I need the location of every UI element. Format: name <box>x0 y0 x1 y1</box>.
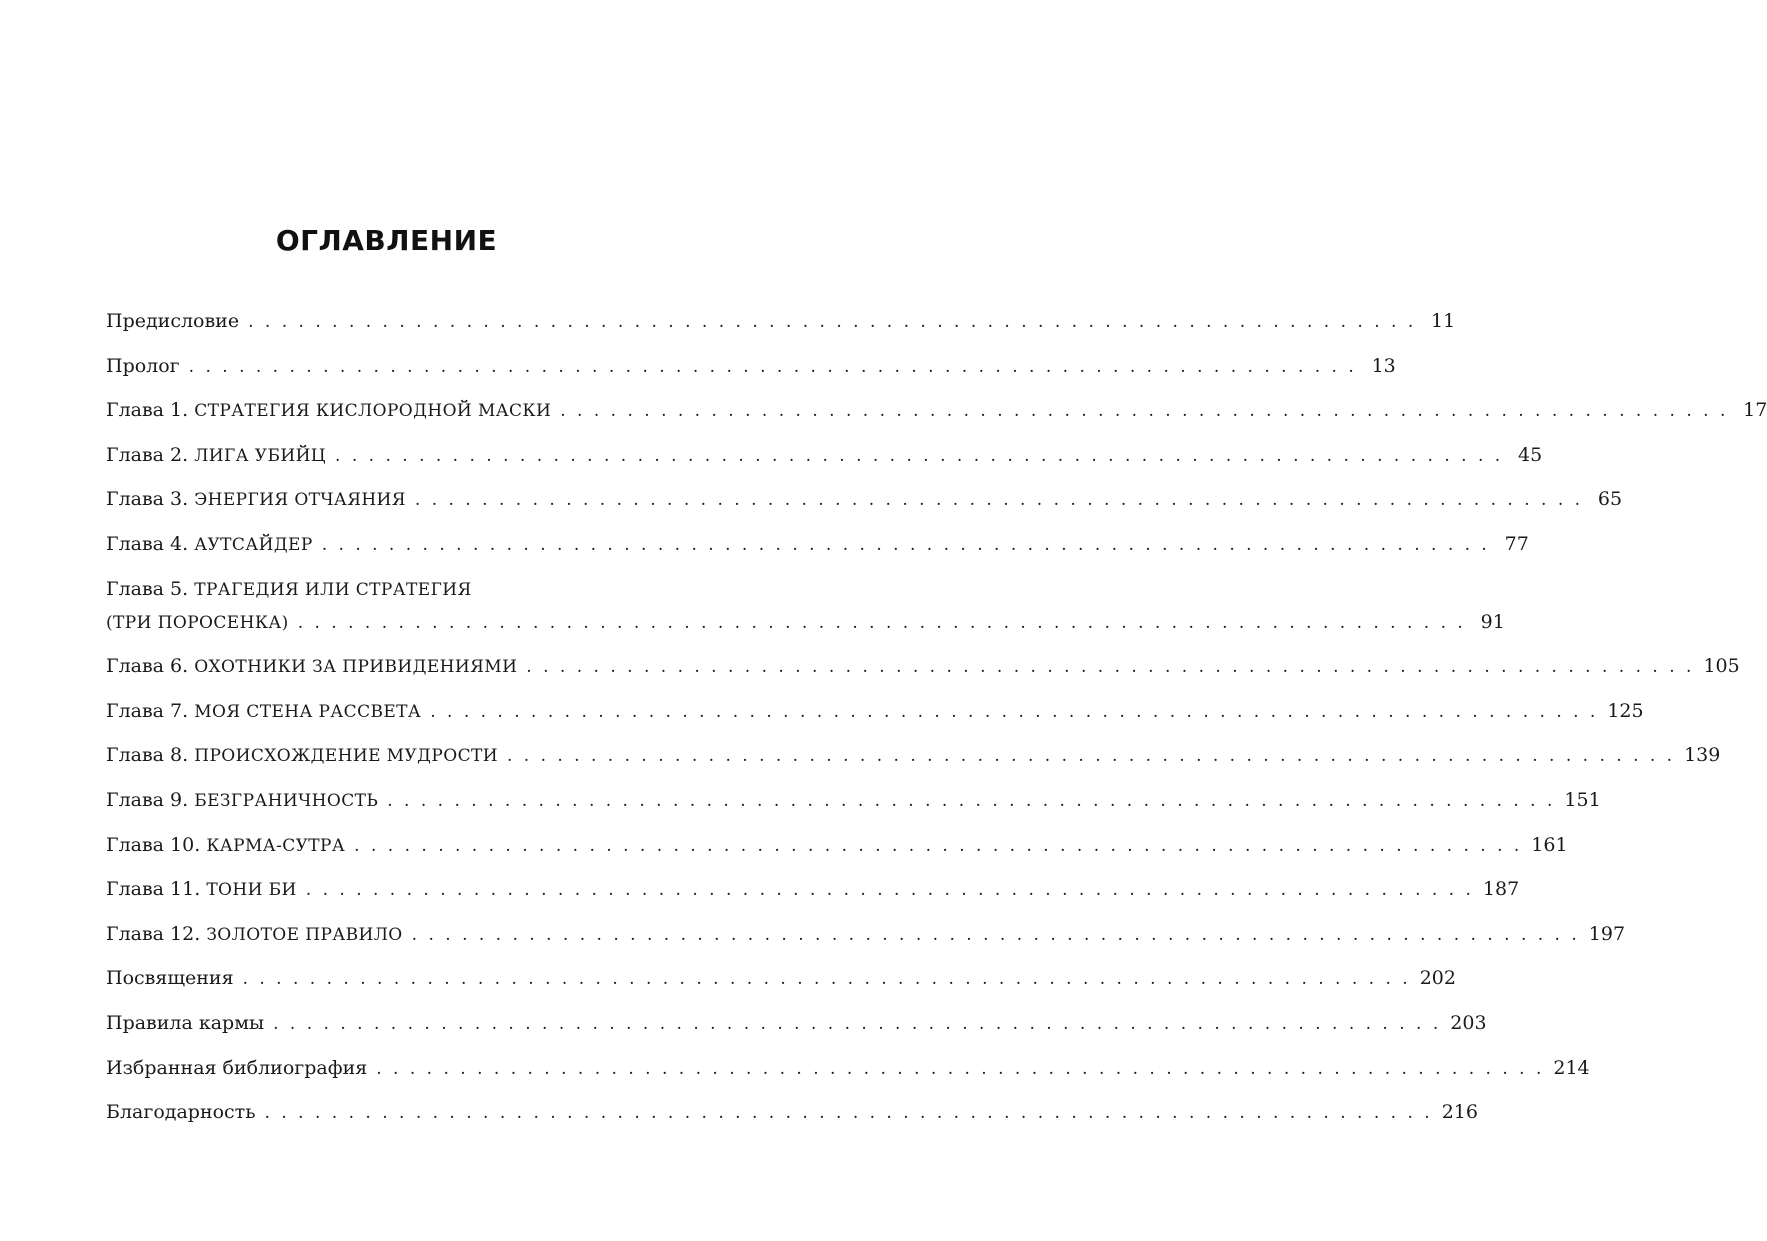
toc-entry-label: Глава 7. МОЯ СТЕНА РАССВЕТА <box>106 699 422 722</box>
dot-leader: . . . . . . . . . . . . . . . . . . . . . . . . . . . . . . . . . . . . . . . . . . . . . . . . . . . . . . . . . . . . . . . . . . . . . . <box>248 312 1417 332</box>
chapter-title: СТРАТЕГИЯ КИСЛОРОДНОЙ МАСКИ <box>194 401 552 422</box>
dot-leader: . . . . . . . . . . . . . . . . . . . . . . . . . . . . . . . . . . . . . . . . . . . . . . . . . . . . . . . . . . . . . . . . . . . . . . <box>321 534 1490 555</box>
toc-entry[interactable] <box>106 573 1505 639</box>
toc-page-number: 161 <box>1531 833 1568 856</box>
toc-page-number: 214 <box>1553 1056 1590 1079</box>
chapter-title: БЕЗГРАНИЧНОСТЬ <box>194 790 379 811</box>
dot-leader: . . . . . . . . . . . . . . . . . . . . . . . . . . . . . . . . . . . . . . . . . . . . . . . . . . . . . . . . . . . . . . . . . . . . . . <box>430 701 1599 722</box>
toc-page-number: 125 <box>1607 699 1644 722</box>
toc-entry-label: Глава 8. ПРОИСХОЖДЕНИЕ МУДРОСТИ <box>106 744 498 767</box>
toc-entry[interactable] <box>106 305 1456 338</box>
toc-page-number: 11 <box>1431 310 1456 332</box>
toc-page-number: 202 <box>1419 967 1456 990</box>
toc-entry[interactable] <box>106 918 1626 951</box>
toc-entry[interactable] <box>106 1007 1487 1040</box>
dot-leader: . . . . . . . . . . . . . . . . . . . . . . . . . . . . . . . . . . . . . . . . . . . . . . . . . . . . . . . . . . . . . . . . . . . . . . <box>411 924 1580 945</box>
dot-leader: . . . . . . . . . . . . . . . . . . . . . . . . . . . . . . . . . . . . . . . . . . . . . . . . . . . . . . . . . . . . . . . . . . . . . . <box>335 445 1504 466</box>
chapter-title: КАРМА-СУТРА <box>206 835 346 856</box>
chapter-title: АУТСАЙДЕР <box>194 534 313 555</box>
toc-entry-label: Глава 12. ЗОЛОТОЕ ПРАВИЛО <box>106 922 403 945</box>
toc-entry[interactable] <box>106 1052 1590 1085</box>
toc-entry[interactable] <box>106 350 1396 383</box>
toc-entry[interactable] <box>106 483 1623 516</box>
dot-leader: . . . . . . . . . . . . . . . . . . . . . . . . . . . . . . . . . . . . . . . . . . . . . . . . . . . . . . . . . . . . . . . . . . . . . . <box>376 1058 1545 1079</box>
toc-page-number: 139 <box>1684 744 1721 767</box>
toc-entry[interactable] <box>106 739 1721 772</box>
toc-entry-label: Посвящения <box>106 967 234 990</box>
table-of-contents <box>106 305 1767 1141</box>
toc-page-number: 77 <box>1504 532 1529 555</box>
dot-leader: . . . . . . . . . . . . . . . . . . . . . . . . . . . . . . . . . . . . . . . . . . . . . . . . . . . . . . . . . . . . . . . . . . . . . . <box>297 612 1466 633</box>
dot-leader: . . . . . . . . . . . . . . . . . . . . . . . . . . . . . . . . . . . . . . . . . . . . . . . . . . . . . . . . . . . . . . . . . . . . . . <box>273 1013 1442 1034</box>
dot-leader: . . . . . . . . . . . . . . . . . . . . . . . . . . . . . . . . . . . . . . . . . . . . . . . . . . . . . . . . . . . . . . . . . . . . . . <box>560 401 1729 422</box>
chapter-title: ТРАГЕДИЯ ИЛИ СТРАТЕГИЯ <box>194 579 472 600</box>
toc-page-number: 91 <box>1480 610 1505 633</box>
toc-page-number: 216 <box>1441 1101 1478 1124</box>
toc-page-number: 151 <box>1564 788 1601 811</box>
dot-leader: . . . . . . . . . . . . . . . . . . . . . . . . . . . . . . . . . . . . . . . . . . . . . . . . . . . . . . . . . . . . . . . . . . . . . . <box>354 835 1523 856</box>
toc-page-number: 197 <box>1588 922 1626 945</box>
toc-entry-label: Глава 2. ЛИГА УБИЙЦ <box>106 443 327 466</box>
toc-entry-label: Глава 9. БЕЗГРАНИЧНОСТЬ <box>106 788 379 811</box>
toc-entry[interactable] <box>106 829 1568 862</box>
dot-leader: . . . . . . . . . . . . . . . . . . . . . . . . . . . . . . . . . . . . . . . . . . . . . . . . . . . . . . . . . . . . . . . . . . . . . . <box>526 657 1695 678</box>
toc-entry-label: Пролог <box>106 354 180 377</box>
dot-leader: . . . . . . . . . . . . . . . . . . . . . . . . . . . . . . . . . . . . . . . . . . . . . . . . . . . . . . . . . . . . . . . . . . . . . . <box>387 790 1556 811</box>
dot-leader: . . . . . . . . . . . . . . . . . . . . . . . . . . . . . . . . . . . . . . . . . . . . . . . . . . . . . . . . . . . . . . . . . . . . . . <box>305 880 1474 901</box>
toc-entry[interactable] <box>106 784 1601 817</box>
toc-entry-label: Глава 3. ЭНЕРГИЯ ОТЧАЯНИЯ <box>106 488 406 511</box>
chapter-title: ПРОИСХОЖДЕНИЕ МУДРОСТИ <box>194 746 498 767</box>
dot-leader: . . . . . . . . . . . . . . . . . . . . . . . . . . . . . . . . . . . . . . . . . . . . . . . . . . . . . . . . . . . . . . . . . . . . . . <box>506 746 1676 767</box>
toc-entry[interactable] <box>106 695 1644 728</box>
toc-entry[interactable] <box>106 1096 1478 1129</box>
toc-page-number: 105 <box>1703 655 1740 678</box>
toc-page-number: 187 <box>1482 878 1520 901</box>
chapter-title: ЛИГА УБИЙЦ <box>194 445 327 466</box>
chapter-title: МОЯ СТЕНА РАССВЕТА <box>194 701 422 722</box>
toc-entry-label: Предисловие <box>106 310 240 332</box>
toc-page-number: 17 <box>1743 399 1767 422</box>
toc-entry[interactable] <box>106 650 1740 683</box>
toc-entry-label: Глава 4. АУТСАЙДЕР <box>106 532 313 555</box>
toc-entry-label: Правила кармы <box>106 1011 265 1034</box>
toc-page-number: 45 <box>1517 443 1543 466</box>
dot-leader: . . . . . . . . . . . . . . . . . . . . . . . . . . . . . . . . . . . . . . . . . . . . . . . . . . . . . . . . . . . . . . . . . . . . . . <box>242 969 1411 990</box>
toc-entry-label: Глава 6. ОХОТНИКИ ЗА ПРИВИДЕНИЯМИ <box>106 655 518 678</box>
chapter-title: ТОНИ БИ <box>206 880 297 901</box>
toc-entry-label: Избранная библиография <box>106 1056 368 1079</box>
page-title: ОГЛАВЛЕНИЕ <box>275 224 498 257</box>
toc-entry-label: Глава 1. СТРАТЕГИЯ КИСЛОРОДНОЙ МАСКИ <box>106 399 552 422</box>
chapter-title: ЗОЛОТОЕ ПРАВИЛО <box>206 924 403 945</box>
dot-leader: . . . . . . . . . . . . . . . . . . . . . . . . . . . . . . . . . . . . . . . . . . . . . . . . . . . . . . . . . . . . . . . . . . . . . . <box>188 356 1357 377</box>
toc-entry[interactable] <box>106 873 1520 906</box>
dot-leader: . . . . . . . . . . . . . . . . . . . . . . . . . . . . . . . . . . . . . . . . . . . . . . . . . . . . . . . . . . . . . . . . . . . . . . <box>264 1103 1433 1124</box>
toc-entry-label: Глава 5. ТРАГЕДИЯ ИЛИ СТРАТЕГИЯ <box>106 577 472 600</box>
toc-entry[interactable] <box>106 439 1543 472</box>
toc-page-number: 13 <box>1371 354 1396 377</box>
toc-entry[interactable] <box>106 962 1456 995</box>
toc-entry-label: Глава 11. ТОНИ БИ <box>106 878 297 901</box>
toc-page-number: 65 <box>1597 488 1623 511</box>
toc-entry-label: Глава 10. КАРМА-СУТРА <box>106 833 346 856</box>
toc-entry[interactable] <box>106 394 1767 427</box>
dot-leader: . . . . . . . . . . . . . . . . . . . . . . . . . . . . . . . . . . . . . . . . . . . . . . . . . . . . . . . . . . . . . . . . . . . . . . <box>414 490 1584 511</box>
chapter-title: ЭНЕРГИЯ ОТЧАЯНИЯ <box>194 490 406 511</box>
toc-page-number: 203 <box>1450 1011 1487 1034</box>
chapter-title: ОХОТНИКИ ЗА ПРИВИДЕНИЯМИ <box>194 657 518 678</box>
chapter-title-continued: (ТРИ ПОРОСЕНКА) <box>106 612 289 633</box>
toc-entry-label: Благодарность <box>106 1101 256 1124</box>
toc-entry[interactable] <box>106 528 1529 561</box>
